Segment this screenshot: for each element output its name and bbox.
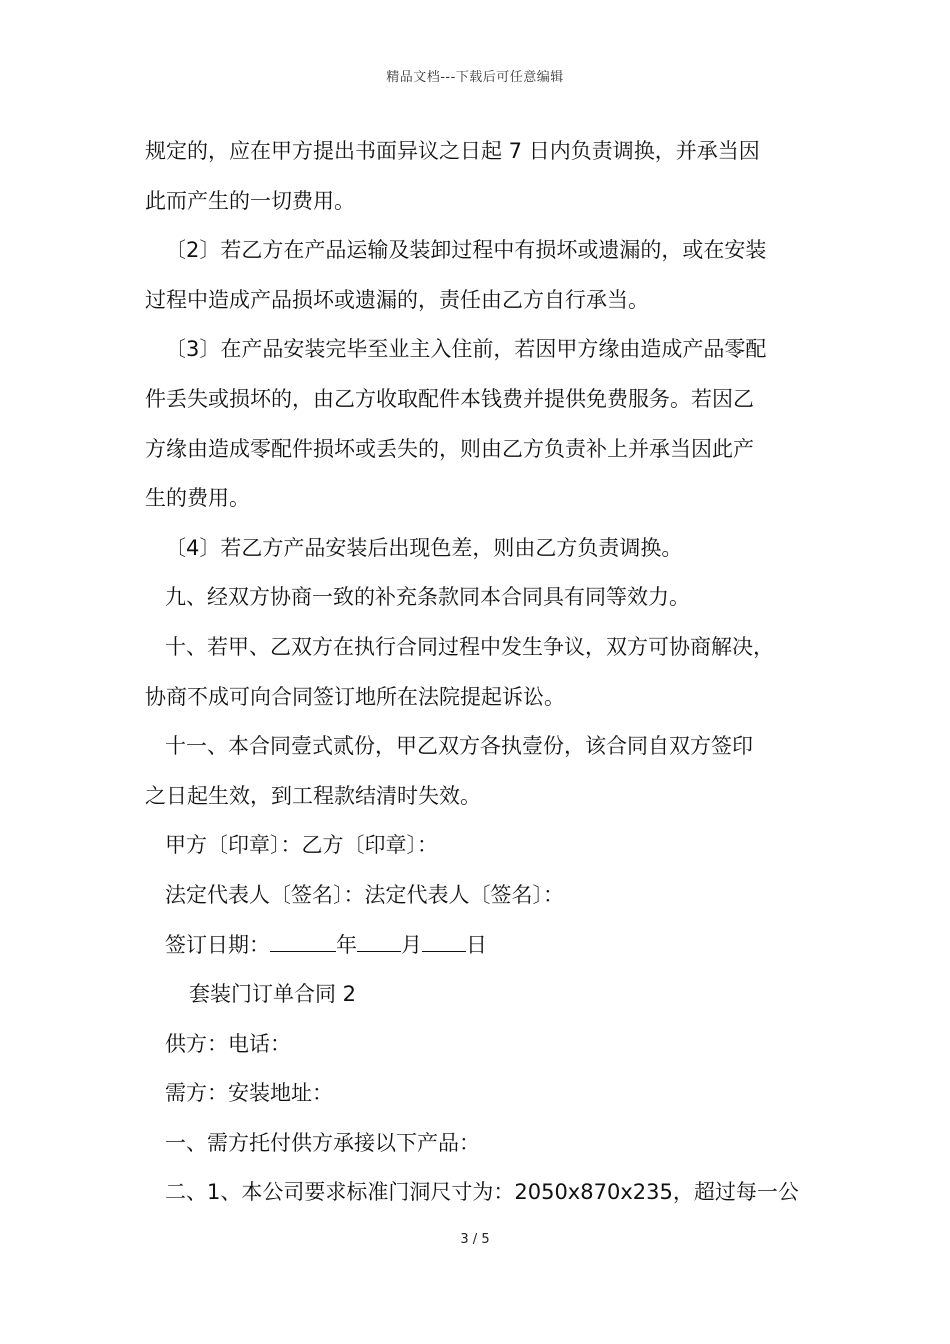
paragraph-line: 九、经双方协商一致的补充条款同本合同具有同等效力。 xyxy=(165,585,690,610)
sign-date-line xyxy=(145,921,825,971)
paragraph-line: 〔3〕在产品安装完毕至业主入住前，若因甲方缘由造成产品零配 xyxy=(165,337,767,362)
paragraph-line: 十、若甲、乙双方在执行合同过程中发生争议，双方可协商解决， xyxy=(165,634,774,659)
paragraph-line: 方缘由造成零配件损坏或丢失的，则由乙方负责补上并承当因此产 xyxy=(145,436,754,461)
paragraph-line: 生的费用。 xyxy=(145,486,250,511)
party-seal-line: 甲方〔印章〕：乙方〔印章〕： xyxy=(165,833,438,858)
paragraph-line: 规定的，应在甲方提出书面异议之日起 7 日内负责调换，并承当因 xyxy=(145,139,760,163)
section-title: 套装门订单合同 2 xyxy=(189,982,357,1007)
paragraph-line: 〔2〕若乙方在产品运输及装卸过程中有损坏或遗漏的，或在安装 xyxy=(165,238,767,263)
document-body xyxy=(145,127,825,1218)
day-label: 日 xyxy=(466,932,487,957)
year-label: 年 xyxy=(336,932,357,957)
paragraph-line: 过程中造成产品损坏或遗漏的，责任由乙方自行承当。 xyxy=(145,287,649,312)
sign-date-label: 签订日期： xyxy=(165,932,270,957)
page-number: 3 / 5 xyxy=(460,1232,490,1247)
paragraph-line: 二、1、本公司要求标准门洞尺寸为：2050x870x235，超过每一公 xyxy=(165,1180,799,1205)
year-blank xyxy=(270,925,336,952)
paragraph-line: 协商不成可向合同签订地所在法院提起诉讼。 xyxy=(145,684,565,709)
paragraph-line: 〔4〕若乙方产品安装后出现色差，则由乙方负责调换。 xyxy=(165,535,683,560)
paragraph-line: 此而产生的一切费用。 xyxy=(145,188,355,213)
paragraph-line: 供方：电话： xyxy=(165,1031,291,1056)
paragraph-line: 需方：安装地址： xyxy=(165,1081,333,1106)
paragraph-line: 十一、本合同壹式贰份，甲乙双方各执壹份，该合同自双方签印 xyxy=(165,734,753,759)
day-blank xyxy=(422,925,466,952)
paragraph-line: 一、需方托付供方承接以下产品： xyxy=(165,1130,480,1155)
page-header: 精品文档---下载后可任意编辑 xyxy=(386,70,564,85)
month-label: 月 xyxy=(401,932,422,957)
month-blank xyxy=(357,925,401,952)
paragraph-line: 件丢失或损坏的，由乙方收取配件本钱费并提供免费服务。若因乙 xyxy=(145,386,754,411)
representative-sign-line: 法定代表人〔签名〕：法定代表人〔签名〕： xyxy=(165,882,564,907)
paragraph-line: 之日起生效，到工程款结清时失效。 xyxy=(145,783,481,808)
